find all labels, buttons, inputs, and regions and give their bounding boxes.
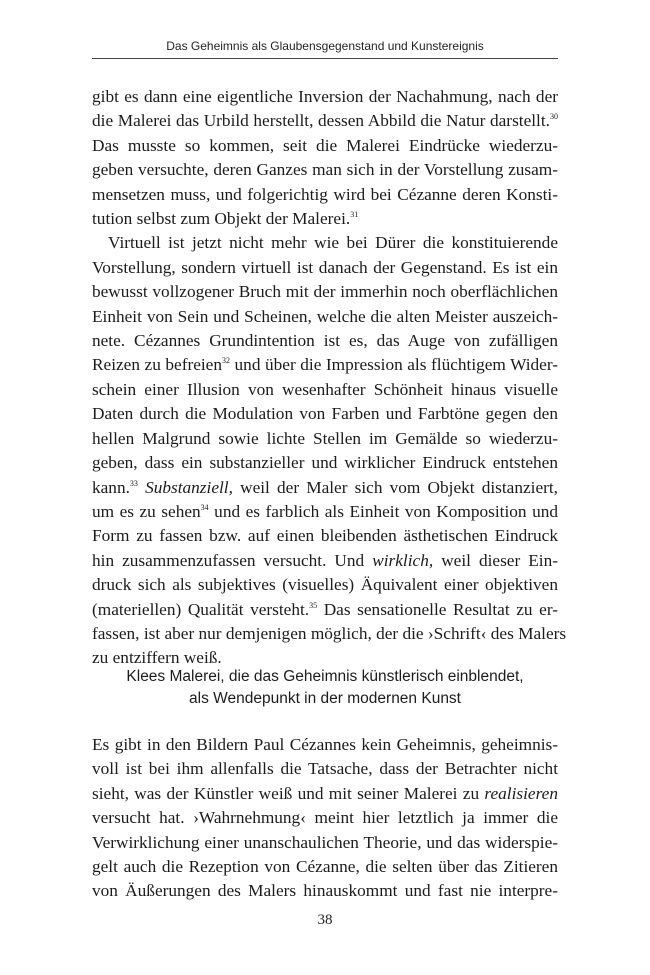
text-line (92, 500, 558, 524)
text-line (92, 231, 558, 255)
footnote-marker: 33 (129, 478, 138, 488)
text-line (92, 831, 558, 855)
footnote-marker: 30 (550, 112, 558, 122)
text-line (92, 598, 558, 622)
line-text: geben versuchte, deren Ganzes man sich in der Vorstellung zusam- (92, 160, 558, 180)
line-text: (materiellen) Qualität versteht. (92, 599, 310, 619)
line-text: Daten durch die Modulation von Farben und Farbtöne gegen den (92, 404, 558, 424)
text-line (92, 733, 558, 757)
section-heading-line-2: als Wendepunkt in der modernen Kunst (189, 690, 461, 707)
line-text: um es zu sehen (92, 501, 201, 521)
line-text: Reizen zu befreien (92, 355, 222, 375)
line-text: weil dieser Ein- (433, 550, 559, 570)
line-text: druck sich als subjektives (visuelles) Äquivalent einer objektiven (92, 575, 558, 595)
text-line (92, 549, 558, 573)
text-line (92, 329, 558, 353)
line-text: von Äußerungen des Malers hinauskommt und fast nie interpre- (92, 881, 558, 901)
footnote-marker: 34 (200, 502, 209, 512)
text-line (92, 85, 558, 109)
text-line (92, 524, 558, 548)
paragraph-block-cezanne (92, 85, 567, 671)
paragraph-block-klee (92, 733, 558, 904)
line-text: Verwirklichung einer unanschaulichen Theorie, und das widerspie- (92, 832, 558, 852)
text-line (92, 757, 558, 781)
line-text: mensetzen muss, und folgerichtig wird bei Cézanne deren Konsti- (92, 184, 558, 204)
emphasis-text: realisieren (484, 783, 558, 803)
footnote-marker: 31 (350, 210, 359, 220)
text-line (92, 782, 558, 806)
header-rule (92, 58, 558, 59)
text-line (92, 573, 558, 597)
emphasis-text: wirklich, (372, 550, 434, 570)
text-line (92, 353, 558, 377)
line-text: Das sensationelle Resultat zu er- (317, 599, 558, 619)
footnote-marker: 32 (222, 356, 230, 366)
text-line (92, 280, 558, 304)
line-text: Es gibt in den Bildern Paul Cézannes kein Geheimnis, geheimnis- (92, 735, 558, 754)
line-text: gibt es dann eine eigentliche Inversion der Nachahmung, nach der (92, 87, 558, 106)
text-line (92, 855, 558, 879)
text-line (92, 109, 558, 133)
text-line (92, 158, 558, 182)
footnote-marker: 35 (309, 600, 318, 610)
line-text: geben, dass ein substanzieller und wirklicher Eindruck entstehen (92, 453, 558, 473)
line-text: bewusst vollzogener Bruch mit der immerhin noch oberflächlichen (92, 282, 558, 302)
running-head: Das Geheimnis als Glaubensgegenstand und Kunstereignis (166, 39, 484, 53)
emphasis-text: Substanziell, (137, 477, 233, 497)
line-text: weil der Maler sich vom Objekt distanziert, (232, 477, 559, 497)
line-text: und über die Impression als flüchtigem Wider- (230, 355, 558, 375)
text-line (92, 451, 558, 475)
line-text: zu entziffern weiß. (92, 648, 222, 668)
section-heading (92, 666, 558, 710)
text-line (92, 378, 558, 402)
line-text: gelt auch die Rezeption von Cézanne, die selten über das Zitieren (92, 857, 558, 877)
line-text: Form zu fassen bzw. auf einen bleibenden ästhetischen Eindruck (92, 526, 558, 546)
line-text: und es farblich als Einheit von Komposition und (208, 501, 558, 521)
line-text: sieht, was der Künstler weiß und mit seiner Malerei zu (92, 783, 485, 803)
text-line (92, 476, 558, 500)
text-line (92, 879, 558, 903)
line-text: kann. (92, 477, 130, 497)
text-line (92, 134, 558, 158)
line-text: hellen Malgrund sowie lichte Stellen im Gemälde so wiederzu- (92, 428, 558, 448)
line-text: versucht hat. ›Wahrnehmung‹ meint hier letztlich ja immer die (92, 808, 558, 828)
text-line (92, 806, 558, 830)
page-number: 38 (317, 912, 333, 928)
text-line (92, 305, 558, 329)
line-text: Das musste so kommen, seit die Malerei Eindrücke wiederzu- (92, 135, 558, 155)
line-text: die Malerei das Urbild herstellt, dessen Abbild die Natur darstellt. (92, 111, 550, 131)
line-text: Virtuell ist jetzt nicht mehr wie bei Dürer die konstituierende (108, 233, 558, 253)
text-line (92, 256, 558, 280)
text-line (92, 622, 567, 646)
line-text: fassen, ist aber nur demjenigen möglich, der die ›Schrift‹ des Malers (92, 623, 567, 643)
line-text: nete. Cézannes Grundintention ist es, das Auge von zufälligen (92, 331, 558, 351)
line-text: hin zusammenzufassen versucht. Und (92, 550, 373, 570)
text-line (92, 402, 558, 426)
text-line (92, 183, 558, 207)
line-text: Einheit von Sein und Scheinen, welche die alten Meister auszeich- (92, 306, 558, 326)
line-text: schein einer Illusion von wesenhafter Schönheit hinaus visuelle (92, 379, 558, 399)
line-text: tution selbst zum Objekt der Malerei. (92, 209, 351, 229)
text-line (92, 427, 558, 451)
line-text: voll ist bei ihm allenfalls die Tatsache, dass der Betrachter nicht (92, 759, 558, 779)
section-heading-line-1: Klees Malerei, die das Geheimnis künstlerisch einblendet, (126, 668, 524, 685)
line-text: Vorstellung, sondern virtuell ist danach der Gegenstand. Es ist ein (92, 257, 558, 277)
text-line (92, 207, 558, 231)
